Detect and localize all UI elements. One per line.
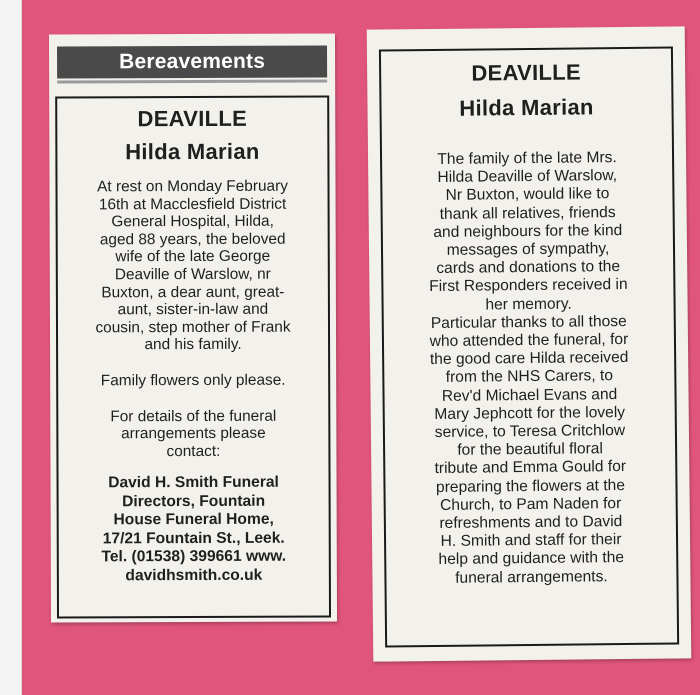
text-line: the good care Hilda received: [429, 349, 629, 369]
text-line: Buxton, a dear aunt, great-: [101, 283, 285, 301]
funeral-director-contact: [69, 474, 319, 586]
text-line: for the beautiful floral: [457, 440, 604, 460]
death-notice-box: [55, 96, 331, 619]
text-line: 16th at Macclesfield District: [98, 195, 287, 213]
text-line: House Funeral Home,: [113, 511, 274, 529]
text-line: and neighbours for the kind: [433, 221, 623, 241]
text-line: General Hospital, Hilda,: [111, 212, 274, 231]
death-notice-paragraph: [67, 178, 318, 355]
text-line: messages of sympathy,: [446, 240, 610, 259]
text-line: aunt, sister-in-law and: [117, 300, 269, 319]
thanks-notice-clipping: [367, 26, 692, 661]
text-line: wife of the late George: [115, 248, 271, 266]
text-line: contact:: [166, 442, 221, 460]
text-line: preparing the flowers at the: [435, 476, 626, 496]
text-line: service, to Teresa Critchlow: [434, 422, 626, 442]
text-line: Nr Buxton, would like to: [445, 185, 610, 205]
text-line: Church, to Pam Naden for: [440, 494, 622, 514]
text-line: arrangements please: [121, 424, 266, 443]
text-line: Mary Jephcott for the lovely: [434, 403, 626, 423]
text-line: tribute and Emma Gould for: [434, 458, 627, 478]
text-line: At rest on Monday February: [97, 177, 288, 196]
text-line: davidhsmith.co.uk: [125, 566, 263, 585]
scan-margin: [0, 0, 22, 695]
text-line: cards and donations to the: [436, 258, 621, 278]
text-line: Rev'd Michael Evans and: [441, 385, 618, 405]
text-line: H. Smith and staff for their: [440, 531, 622, 551]
text-line: Deaville of Warslow, nr: [114, 265, 271, 284]
funeral-details-paragraph: [68, 407, 318, 461]
text-line: cousin, step mother of Frank: [95, 318, 291, 337]
section-header: Bereavements: [57, 46, 327, 79]
text-line: help and guidance with the: [438, 549, 625, 569]
notice-surname: DEAVILLE: [137, 105, 248, 132]
text-line: 17/21 Fountain St., Leek.: [102, 529, 285, 548]
text-line: her memory.: [485, 295, 572, 314]
notice-given-names: Hilda Marian: [125, 138, 260, 165]
text-line: refreshments and to David: [439, 513, 623, 533]
text-line: funeral arrangements.: [455, 567, 608, 587]
text-line: Tel. (01538) 399661 www.: [101, 547, 287, 566]
thanks-paragraph: [390, 149, 669, 589]
text-line: who attended the funeral, for: [429, 330, 629, 351]
text-line: and his family.: [144, 336, 242, 354]
notice-surname: DEAVILLE: [471, 59, 582, 86]
death-notice-clipping: [49, 34, 337, 623]
text-line: First Responders received in: [429, 276, 628, 296]
text-line: from the NHS Carers, to: [445, 367, 614, 387]
text-line: Particular thanks to all those: [430, 312, 627, 332]
header-rule: [57, 80, 327, 84]
text-line: Directors, Fountain: [122, 492, 266, 511]
thanks-notice-box: [379, 46, 679, 647]
text-line: aged 88 years, the beloved: [99, 230, 286, 249]
text-line: For details of the funeral: [110, 407, 277, 425]
text-line: David H. Smith Funeral: [108, 474, 279, 492]
text-line: thank all relatives, friends: [439, 203, 616, 223]
flowers-note: Family flowers only please.: [100, 371, 286, 390]
text-line: The family of the late Mrs.: [437, 149, 617, 168]
notice-given-names: Hilda Marian: [459, 94, 594, 121]
text-line: Hilda Deaville of Warslow,: [437, 167, 618, 187]
